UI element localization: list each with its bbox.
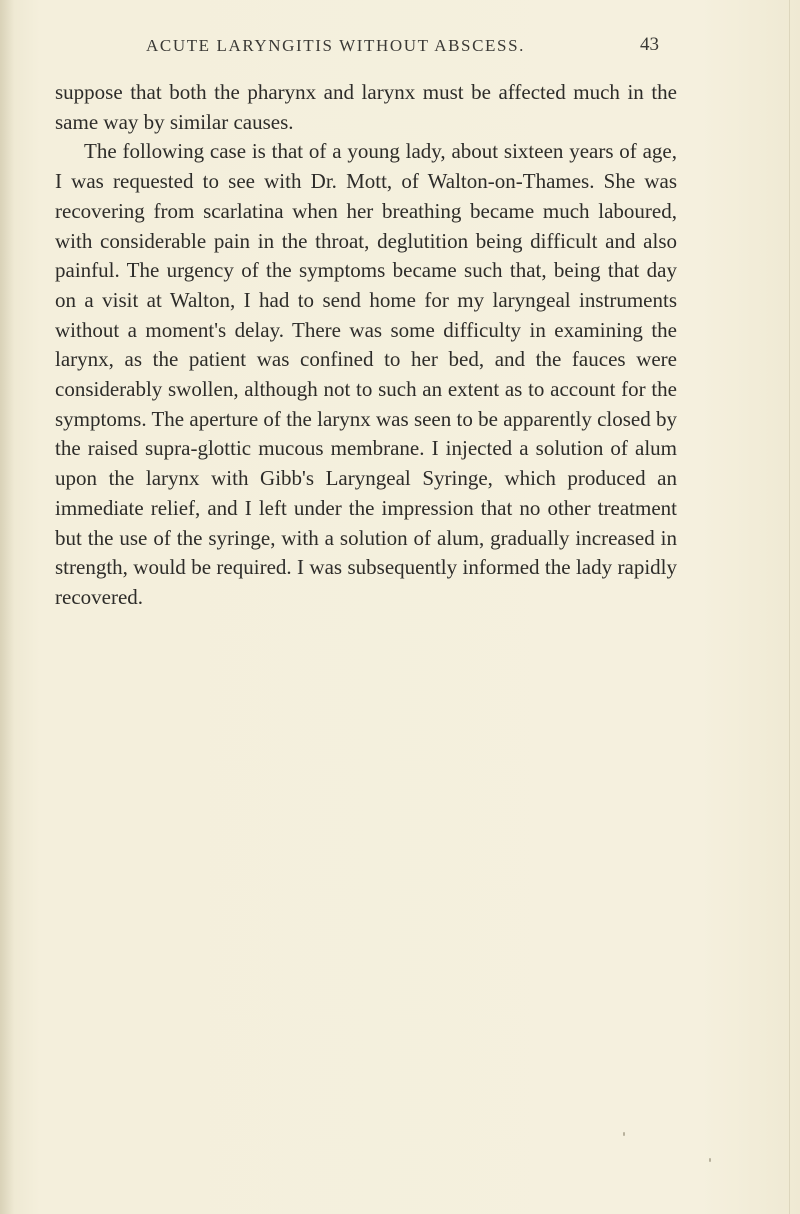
page-edge [789, 0, 790, 1214]
page-number: 43 [640, 34, 659, 55]
paragraph-case: The following case is that of a young lady, about sixteen years of age, I was requested to see with Dr. Mott, of Walton-on-Thames. She was recovering from scarlatina when her breathing became much laboured, with considerable pain in the throat, deglutition being difficult and also painful. The urgency of the symptoms became such that, being that day on a visit at Walton, I had to send home for my laryngeal instruments without a moment's delay. There was some difficulty in examining the larynx, as the patient was confined to her bed, and the fauces were considerably swollen, although not to such an extent as to account for the symptoms. The aperture of the larynx was seen to be apparently closed by the raised supra-glottic mucous membrane. I injected a solution of alum upon the larynx with Gibb's Laryngeal Syringe, which produced an immediate relief, and I left under the impression that no other treatment but the use of the syringe, with a solution of alum, gradually increased in strength, would be required. I was subsequently informed the lady rapidly recovered. [55, 139, 677, 609]
paper-speck [623, 1132, 625, 1136]
gutter-shadow [0, 0, 14, 1214]
running-header: ACUTE LARYNGITIS WITHOUT ABSCESS. [146, 36, 525, 55]
paragraph-continuation: suppose that both the pharynx and larynx must be affected much in the same way by similar causes. [55, 80, 677, 134]
body-text [55, 78, 677, 613]
paper-speck [709, 1158, 711, 1162]
